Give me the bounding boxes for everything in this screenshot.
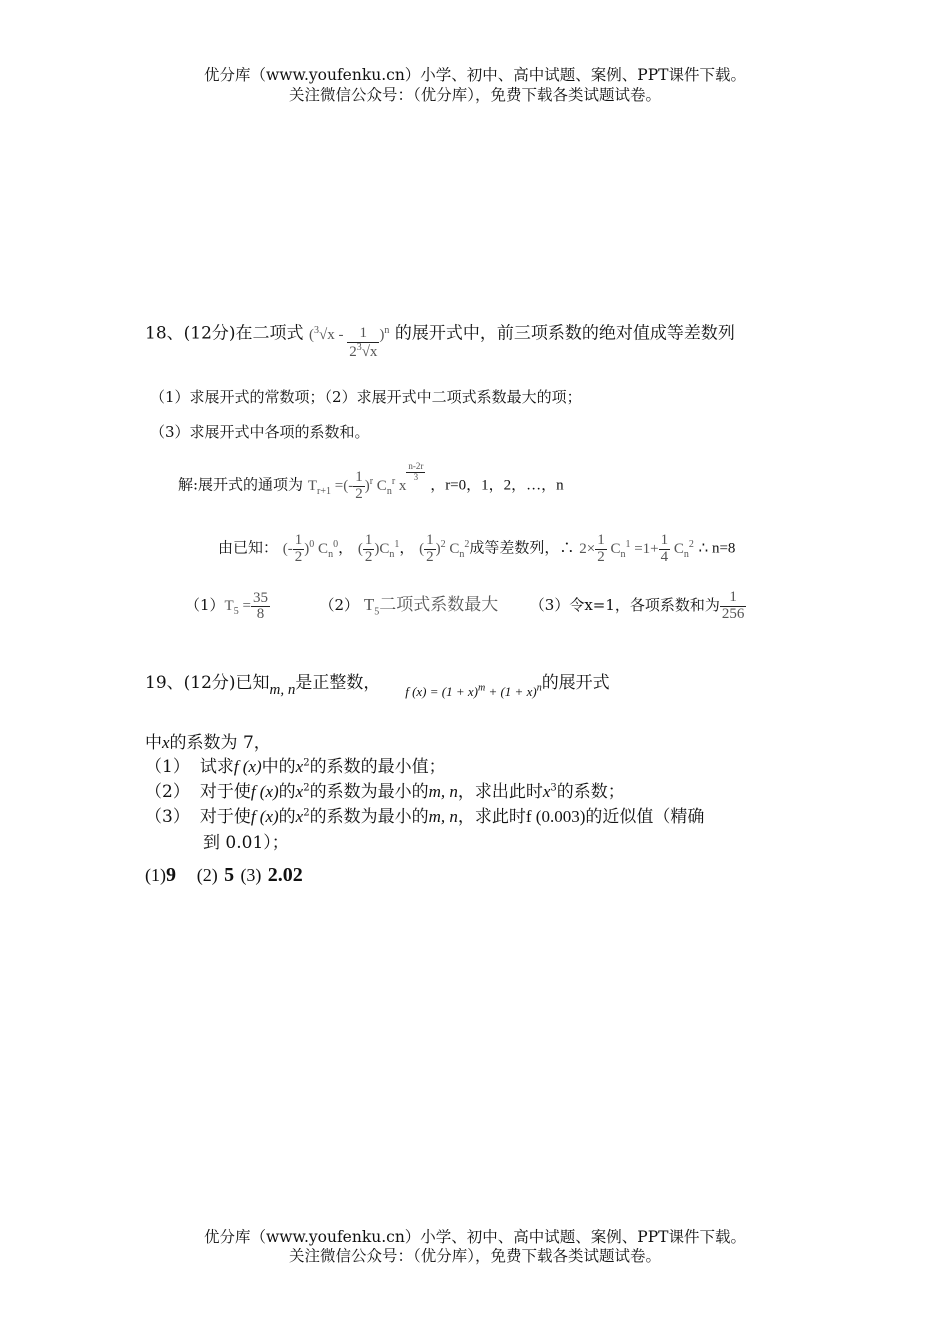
q18-answer-1: $(1)T_5$ = $\frac{35}{8}$	[185, 589, 268, 623]
q19-statement: 19、(12分)已知m, n是正整数， $_{f (x) = (1 + x)^m + (1 + x)^n}$的展开式	[145, 673, 610, 699]
footer-line-1: 优分库（www.youfenku.cn）小学、初中、高中试题、案例、PPT课件下载。	[203, 1228, 747, 1246]
q19-task-2: （2） 对于使f (x)的$x^2$的系数为最小的m, n，求出此时$x^3$的系数；	[145, 782, 625, 802]
q19-answers: (1)9 (2) 5 (3) 2.02	[145, 864, 303, 886]
q18-task-line-2: （3）求展开式中各项的系数和。	[150, 423, 370, 441]
q18-binomial-expression: ($^3$√x - $\frac{1}{2^3√x}$ )$^n$	[308, 324, 390, 360]
q18-answers	[185, 590, 746, 623]
q18-statement	[145, 318, 735, 360]
q18-answer-3: （3）令x=1，各项系数和为 $\frac{1}{256}$	[529, 589, 745, 622]
footer-line-2: 关注微信公众号：（优分库），免费下载各类试题试卷。	[288, 1247, 661, 1265]
header-line-1: 优分库（www.youfenku.cn）小学、初中、高中试题、案例、PPT课件下载。	[203, 66, 747, 84]
q18-points: (12分)	[183, 323, 236, 344]
q18-answer-2: （2） $T_5$二项式系数最大	[319, 595, 499, 618]
header-line-2: 关注微信公众号：（优分库），免费下载各类试题试卷。	[288, 86, 661, 104]
q19-line-2: 中x的系数为 7，	[145, 733, 271, 753]
q18-number: 18、	[145, 323, 184, 344]
q18-solution-known: 由已知： (- $\frac{1}{2}$ )$^0$ $C_n^0$， ( $\frac{1}{2}$ )$C_n^1$， ( $\frac{1}{2}$ )$^2$ $C_n^2$成等差数列，∴ 2× $\frac{1}{2}$ $C_n^1 =1+$ $\frac{1}{4}$ $C_n^2$ ∴ n=8	[218, 532, 736, 565]
q18-solution-general-term: 解:展开式的通项为 $T_{r+1}$ =(- $\frac{1}{2}$ )$^r$ $C_n^r$ x $\frac{n-2r}{3}$ ，r=0，1，2，…，n	[178, 461, 564, 502]
q19-task-1: （1） 试求f (x)中的$x^2$的系数的最小值；	[145, 757, 446, 777]
q19-task-3-continued: 到 0.01）；	[203, 833, 289, 853]
q18-prefix: 在二项式	[235, 323, 304, 344]
q18-task-line-1: （1）求展开式的常数项；（2）求展开式中二项式系数最大的项；	[150, 388, 582, 406]
q18-suffix: 的展开式中，前三项系数的绝对值成等差数列	[394, 323, 735, 344]
q19-task-3: （3） 对于使f (x)的$x^2$的系数为最小的m, n，求此时f (0.003)的近似值（精确	[145, 807, 705, 827]
